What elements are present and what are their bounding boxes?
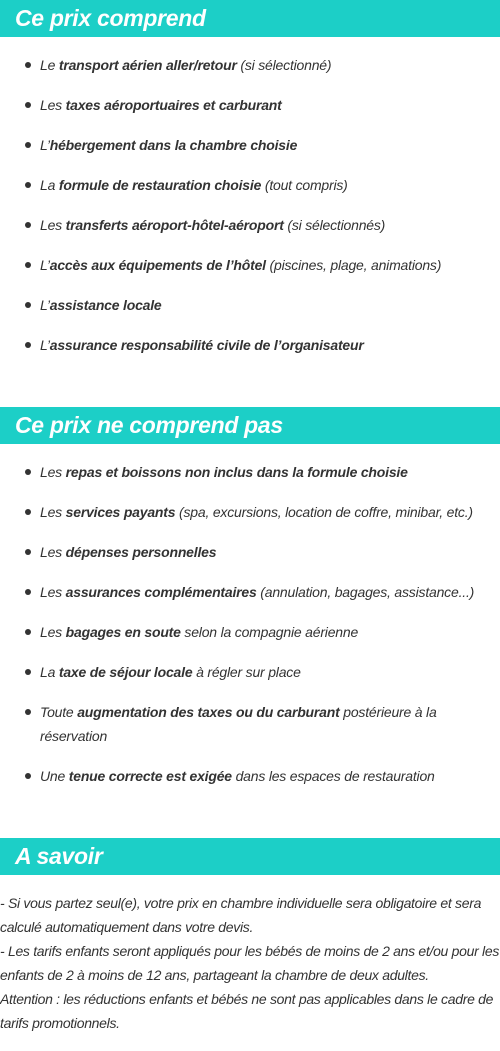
list-item: L’accès aux équipements de l’hôtel (piscines, plage, animations) [0, 253, 500, 277]
list-item: Une tenue correcte est exigée dans les espaces de restauration [0, 764, 500, 788]
list-item: Les transferts aéroport-hôtel-aéroport (si sélectionnés) [0, 213, 500, 237]
list-item: Les bagages en soute selon la compagnie aérienne [0, 620, 500, 644]
section-title: Ce prix ne comprend pas [15, 412, 283, 438]
list-item: Le transport aérien aller/retour (si sélectionné) [0, 53, 500, 77]
not-included-list [0, 460, 500, 804]
good-to-know-text [0, 891, 500, 1035]
list-item: La formule de restauration choisie (tout compris) [0, 173, 500, 197]
list-item: Les taxes aéroportuaires et carburant [0, 93, 500, 117]
included-list [0, 53, 500, 373]
section-header-good-to-know [0, 838, 500, 875]
section-header-not-included [0, 407, 500, 444]
list-item: La taxe de séjour locale à régler sur place [0, 660, 500, 684]
section-title: Ce prix comprend [15, 5, 206, 31]
list-item: Les services payants (spa, excursions, location de coffre, minibar, etc.) [0, 500, 500, 524]
list-item: Les repas et boissons non inclus dans la formule choisie [0, 460, 500, 484]
list-item: Toute augmentation des taxes ou du carburant postérieure à la réservation [0, 700, 500, 748]
section-header-included [0, 0, 500, 37]
list-item: Les assurances complémentaires (annulation, bagages, assistance...) [0, 580, 500, 604]
list-item: L’hébergement dans la chambre choisie [0, 133, 500, 157]
info-line: Attention : les réductions enfants et bébés ne sont pas applicables dans le cadre de tarifs promotionnels. [0, 991, 494, 1031]
info-line: - Les tarifs enfants seront appliqués pour les bébés de moins de 2 ans et/ou pour les enfants de 2 à moins de 12 ans, partageant la chambre de deux adultes. [0, 943, 500, 983]
list-item: L’assistance locale [0, 293, 500, 317]
section-title: A savoir [15, 843, 103, 869]
info-line: - Si vous partez seul(e), votre prix en chambre individuelle sera obligatoire et sera calculé automatiquement dans votre devis. [0, 895, 482, 935]
list-item: Les dépenses personnelles [0, 540, 500, 564]
list-item: L’assurance responsabilité civile de l’organisateur [0, 333, 500, 357]
